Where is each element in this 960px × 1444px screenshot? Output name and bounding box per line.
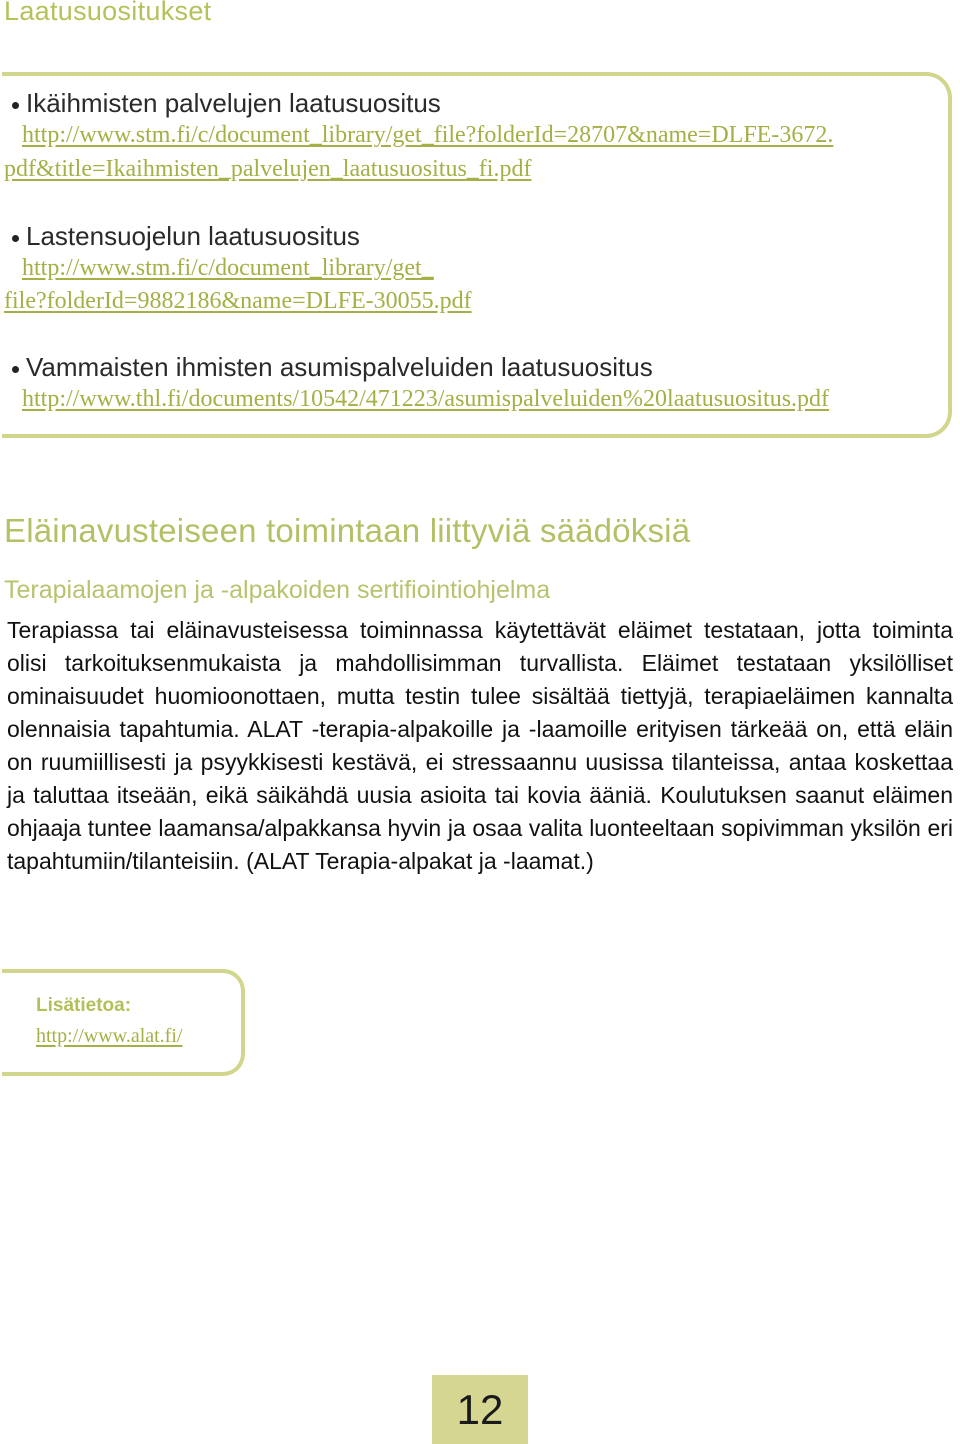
- reference-title: Lastensuojelun laatusuositus: [26, 221, 360, 251]
- bullet-icon: [12, 366, 19, 373]
- reference-title: Vammaisten ihmisten asumispalveluiden laatusuositus: [26, 352, 653, 382]
- page-number: 12: [432, 1375, 528, 1444]
- body-paragraph: Terapiassa tai eläinavusteisessa toiminnassa käytettävät eläimet testataan, jotta toiminta olisi tarkoituksenmukaista ja mahdollisimman turvallista. Eläimet testataan yksilölliset ominaisuudet huomioonottaen, mutta testin tulee sisältää tiettyjä, terapiaeläimen kannalta olennaisia tapahtumia. ALAT -terapia-alpakoille ja -laamoille erityisen tärkeää on, että eläin on ruumiillisesti ja psyykkisesti kestävä, ei stressaannu uusissa tilanteissa, antaa koskettaa ja taluttaa itseään, eikä säikähdä uusia asioita tai kovia ääniä. Koulutuksen saanut eläimen ohjaaja tuntee laamansa/alpakkansa hyvin ja osaa valita luonteeltaan sopivimman yksilön eri tapahtumiin/tilanteisiin. (ALAT Terapia-alpakat ja -laamat.): [7, 617, 953, 874]
- section-subheading: Terapialaamojen ja -alpakoiden sertifiointiohjelma: [4, 576, 551, 604]
- section-heading: Eläinavusteiseen toimintaan liittyviä säädöksiä: [4, 512, 691, 549]
- reference-title: Ikäihmisten palvelujen laatusuositus: [26, 88, 441, 118]
- reference-link[interactable]: http://www.thl.fi/documents/10542/471223/asumispalveluiden%20laatusuositus.pdf: [22, 386, 830, 412]
- info-label: Lisätietoa:: [36, 995, 132, 1016]
- reference-link[interactable]: file?folderId=9882186&name=DLFE-30055.pdf: [4, 288, 472, 314]
- info-link[interactable]: http://www.alat.fi/: [36, 1025, 183, 1047]
- section-title: Laatusuositukset: [4, 0, 212, 26]
- reference-link[interactable]: pdf&title=Ikaihmisten_palvelujen_laatusuositus_fi.pdf: [4, 156, 532, 182]
- bullet-icon: [12, 235, 19, 242]
- info-box: [2, 969, 245, 1076]
- bullet-icon: [12, 102, 19, 109]
- reference-link[interactable]: http://www.stm.fi/c/document_library/get_file?folderId=28707&name=DLFE-3672.: [22, 122, 834, 148]
- reference-link[interactable]: http://www.stm.fi/c/document_library/get_: [22, 255, 434, 281]
